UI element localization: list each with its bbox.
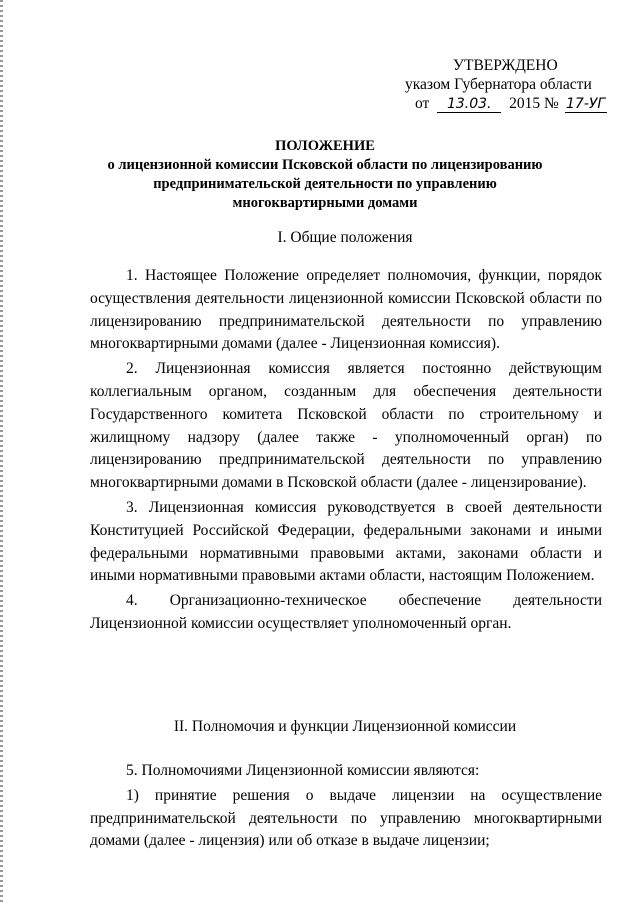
section-2-body	[90, 760, 602, 853]
paragraph-5: 5. Полномочиями Лицензионной комиссии являются:	[126, 762, 480, 779]
approval-year-number: 2015 №	[509, 95, 559, 112]
document-heading	[90, 137, 560, 213]
document-title: ПОЛОЖЕНИЕ	[275, 138, 375, 154]
handwritten-number: 17-УГ	[566, 96, 606, 112]
paragraph-4: 4. Организационно-техническое обеспечение деятельности Лицензионной комиссии осуществляет уполномоченный орган.	[90, 592, 602, 632]
document-subtitle-line1: о лицензионной комиссии Псковской области по лицензированию	[107, 157, 543, 173]
approval-block	[405, 56, 615, 113]
section-1-title: I. Общие положения	[277, 229, 413, 246]
approval-decree: указом Губернатора области	[405, 76, 592, 93]
scan-edge	[0, 0, 3, 905]
section-1-body	[90, 265, 602, 636]
document-subtitle-line3: многоквартирными домами	[232, 195, 418, 211]
paragraph-1: 1. Настоящее Положение определяет полномочия, функции, порядок осуществления деятельности лицензионной комиссии Псковской области по лицензированию предпринимательской деятельности по управлению многоквартирными домами (далее - Лицензионная комиссия).	[90, 267, 602, 353]
paragraph-5-1: 1) принятие решения о выдаче лицензии на осуществление предпринимательской деятельности по управлению многоквартирными домами (далее - лицензия) или об отказе в выдаче лицензии;	[90, 786, 602, 850]
approval-date-line	[405, 94, 615, 113]
paragraph-3: 3. Лицензионная комиссия руководствуется в своей деятельности Конституцией Российской Федерации, федеральными законами и иными федеральными нормативными правовыми актами, законами области и иными нормативными правовыми актами области, настоящим Положением.	[90, 498, 602, 585]
approval-ot: от	[415, 95, 430, 112]
document-subtitle-line2: предпринимательской деятельности по управлению	[153, 176, 497, 192]
section-2-title: II. Полномочия и функции Лицензионной комиссии	[173, 718, 517, 735]
handwritten-date: 13.03.	[437, 97, 501, 113]
paragraph-2: 2. Лицензионная комиссия является постоянно действующим коллегиальным органом, созданным для обеспечения деятельности Государственного комитета Псковской области по строительному и жилищному надзору (далее также - уполномоченный орган) по лицензированию предпринимательской деятельности по управлению многоквартирными домами в Псковской области (далее - лицензирование).	[90, 360, 602, 492]
approval-title: УТВЕРЖДЕНО	[453, 57, 558, 74]
